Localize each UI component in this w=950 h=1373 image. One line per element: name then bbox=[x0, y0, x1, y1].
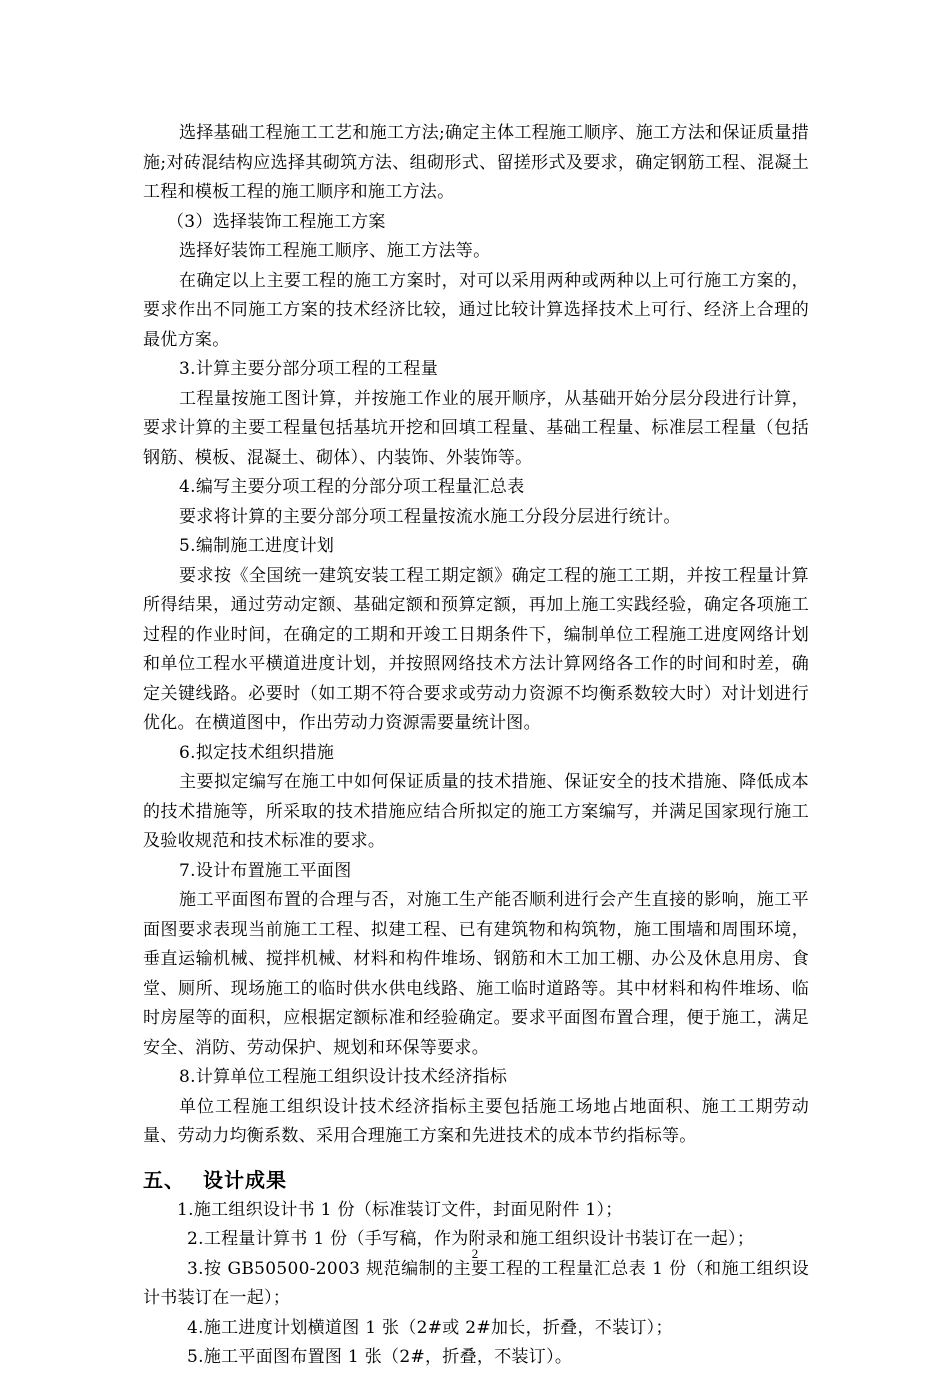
result-item: 3.按 GB50500-2003 规范编制的主要工程的工程量汇总表 1 份（和施工组织设计书装订在一起）； bbox=[143, 1258, 809, 1308]
paragraph: 单位工程施工组织设计技术经济指标主要包括施工场地占地面积、施工工期劳动量、劳动力均衡系数、采用合理施工方案和先进技术的成本节约指标等。 bbox=[143, 1096, 809, 1146]
result-item: 5.施工平面图布置图 1 张（2#，折叠，不装订）。 bbox=[187, 1347, 573, 1367]
paragraph: 选择好装饰工程施工顺序、施工方法等。 bbox=[179, 241, 491, 261]
document-body bbox=[143, 119, 809, 1373]
paragraph: （3）选择装饰工程施工方案 bbox=[167, 211, 386, 232]
page-number: 2 bbox=[471, 1246, 479, 1261]
paragraph: 要求将计算的主要分部分项工程量按流水施工分段分层进行统计。 bbox=[179, 506, 681, 527]
paragraph: 主要拟定编写在施工中如何保证质量的技术措施、保证安全的技术措施、降低成本的技术措施等，所采取的技术措施应结合所拟定的施工方案编写，并满足国家现行施工及验收规范和技术标准的要求。 bbox=[143, 772, 809, 851]
paragraph: 4.编写主要分项工程的分部分项工程量汇总表 bbox=[179, 477, 525, 497]
section-heading bbox=[143, 1164, 809, 1196]
section-title: 设计成果 bbox=[203, 1167, 287, 1192]
paragraph: 施工平面图布置的合理与否，对施工生产能否顺利进行会产生直接的影响，施工平面图要求表现当前施工工程、拟建工程、已有建筑物和构筑物，施工围墙和周围环境，垂直运输机械、搅拌机械、材料和构件堆场、钢筋和木工加工棚、办公及休息用房、食堂、厕所、现场施工的临时供水供电线路、施工临时道路等。其中材料和构件堆场、临时房屋等的面积，应根据定额标准和经验确定。要求平面图布置合理，便于施工，满足安全、消防、劳动保护、规划和环保等要求。 bbox=[143, 890, 809, 1058]
paragraph: 8.计算单位工程施工组织设计技术经济指标 bbox=[179, 1067, 508, 1087]
result-item: 2.工程量计算书 1 份（手写稿，作为附录和施工组织设计书装订在一起）； bbox=[187, 1229, 755, 1249]
paragraph: 5.编制施工进度计划 bbox=[179, 536, 335, 556]
paragraph: 在确定以上主要工程的施工方案时，对可以采用两种或两种以上可行施工方案的，要求作出不同施工方案的技术经济比较，通过比较计算选择技术上可行、经济上合理的最优方案。 bbox=[143, 270, 809, 350]
paragraph: 选择基础工程施工工艺和施工方法;确定主体工程施工顺序、施工方法和保证质量措施;对砖混结构应选择其砌筑方法、组砌形式、留搓形式及要求，确定钢筋工程、混凝土工程和模板工程的施工顺序和施工方法。 bbox=[143, 123, 809, 202]
body-paragraphs bbox=[143, 119, 809, 1152]
paragraph: 6.拟定技术组织措施 bbox=[179, 742, 335, 763]
paragraph: 要求按《全国统一建筑安装工程工期定额》确定工程的施工工期，并按工程量计算所得结果，通过劳动定额、基础定额和预算定额，再加上施工实践经验，确定各项施工过程的作业时间，在确定的工期和开竣工日期条件下，编制单位工程施工进度网络计划和单位工程水平横道进度计划，并按照网络技术方法计算网络各工作的时间和时差，确定关键线路。必要时（如工期不符合要求或劳动力资源不均衡系数较大时）对计划进行优化。在横道图中，作出劳动力资源需要量统计图。 bbox=[143, 565, 809, 733]
results-list bbox=[143, 1196, 809, 1373]
paragraph: 工程量按施工图计算，并按施工作业的展开顺序，从基础开始分层分段进行计算，要求计算的主要工程量包括基坑开挖和回填工程量、基础工程量、标准层工程量（包括钢筋、模板、混凝土、砌体）、内装饰、外装饰等。 bbox=[143, 388, 809, 468]
result-item: 1.施工组织设计书 1 份（标准装订文件，封面见附件 1）； bbox=[177, 1199, 623, 1220]
paragraph: 7.设计布置施工平面图 bbox=[179, 860, 352, 881]
section-number: 五、 bbox=[143, 1167, 185, 1192]
paragraph: 3.计算主要分部分项工程的工程量 bbox=[179, 359, 439, 379]
result-item: 4.施工进度计划横道图 1 张（2#或 2#加长，折叠，不装订）； bbox=[187, 1317, 673, 1338]
